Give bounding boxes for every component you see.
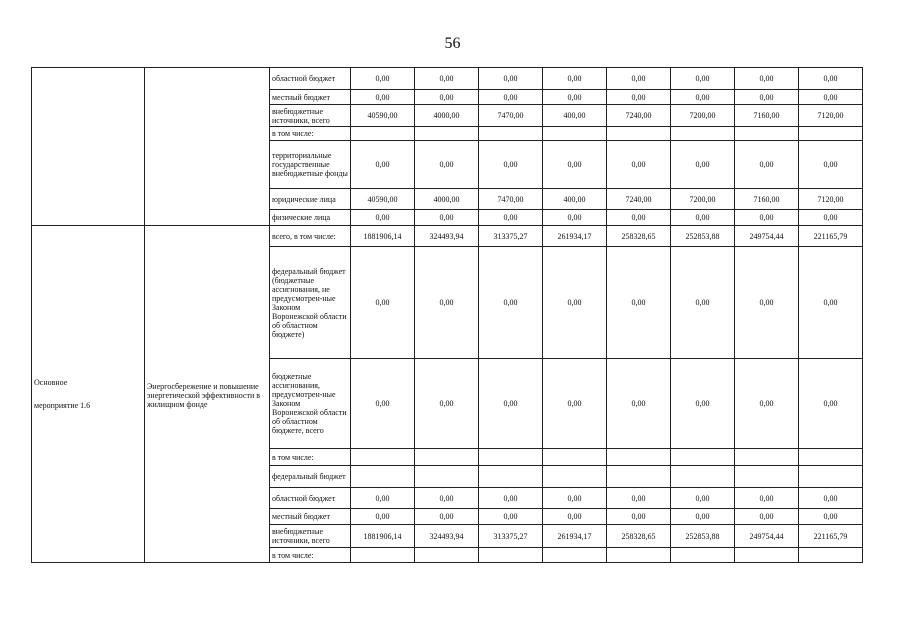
value-cell: 0,00: [351, 68, 415, 90]
budget-table: [31, 67, 863, 563]
value-cell: [543, 127, 607, 141]
value-cell: [415, 466, 479, 488]
value-cell: [671, 466, 735, 488]
value-cell: 7160,00: [735, 189, 799, 210]
value-cell: 0,00: [607, 247, 671, 359]
value-cell: [671, 548, 735, 563]
value-cell: 0,00: [543, 141, 607, 189]
value-cell: [671, 449, 735, 466]
value-cell: [735, 449, 799, 466]
value-cell: [351, 466, 415, 488]
funding-source-cell: в том числе:: [270, 548, 351, 563]
value-cell: [479, 466, 543, 488]
value-cell: 313375,27: [479, 226, 543, 247]
page-number: 56: [444, 35, 461, 52]
value-cell: 0,00: [607, 141, 671, 189]
value-cell: 221165,79: [799, 525, 863, 548]
value-cell: 0,00: [799, 68, 863, 90]
value-cell: 0,00: [735, 68, 799, 90]
value-cell: 0,00: [671, 141, 735, 189]
funding-source-cell: федеральный бюджет (бюджетные ассигнования, не предусмотрен-ные Законом Воронежской области об областном бюджете): [270, 247, 351, 359]
value-cell: 0,00: [735, 247, 799, 359]
description-cell-empty: [145, 68, 270, 226]
value-cell: 0,00: [415, 488, 479, 509]
value-cell: 0,00: [479, 359, 543, 449]
value-cell: [735, 548, 799, 563]
value-cell: 0,00: [351, 141, 415, 189]
value-cell: [543, 466, 607, 488]
value-cell: [671, 127, 735, 141]
value-cell: 400,00: [543, 105, 607, 127]
value-cell: 0,00: [543, 488, 607, 509]
value-cell: 0,00: [351, 210, 415, 226]
value-cell: 0,00: [415, 210, 479, 226]
value-cell: [735, 466, 799, 488]
value-cell: 0,00: [543, 247, 607, 359]
value-cell: [479, 548, 543, 563]
value-cell: 7240,00: [607, 189, 671, 210]
value-cell: 252853,88: [671, 525, 735, 548]
value-cell: 0,00: [479, 68, 543, 90]
value-cell: 258328,65: [607, 226, 671, 247]
value-cell: 0,00: [735, 488, 799, 509]
value-cell: [607, 548, 671, 563]
funding-source-cell: бюджетные ассигнования, предусмотрен-ные Законом Воронежской области об областном бюджете, всего: [270, 359, 351, 449]
value-cell: [607, 449, 671, 466]
funding-source-cell: областной бюджет: [270, 68, 351, 90]
value-cell: 0,00: [415, 68, 479, 90]
value-cell: 0,00: [415, 141, 479, 189]
value-cell: 261934,17: [543, 525, 607, 548]
value-cell: 0,00: [351, 247, 415, 359]
value-cell: 40590,00: [351, 105, 415, 127]
value-cell: 0,00: [671, 210, 735, 226]
table-row: [32, 68, 863, 90]
value-cell: 0,00: [671, 488, 735, 509]
funding-source-cell: федеральный бюджет: [270, 466, 351, 488]
value-cell: 0,00: [479, 488, 543, 509]
value-cell: [735, 127, 799, 141]
value-cell: 0,00: [799, 509, 863, 525]
value-cell: [479, 449, 543, 466]
funding-source-cell: местный бюджет: [270, 509, 351, 525]
value-cell: 1881906,14: [351, 525, 415, 548]
value-cell: 0,00: [415, 90, 479, 105]
funding-source-cell: территориальные государственные внебюджетные фонды: [270, 141, 351, 189]
measure-description: Энергосбережение и повышение энергетической эффективности в жилищном фонде: [147, 381, 261, 409]
value-cell: [543, 449, 607, 466]
value-cell: 0,00: [479, 210, 543, 226]
value-cell: 0,00: [607, 68, 671, 90]
value-cell: 4000,00: [415, 189, 479, 210]
value-cell: 7120,00: [799, 105, 863, 127]
value-cell: 7160,00: [735, 105, 799, 127]
value-cell: 7240,00: [607, 105, 671, 127]
funding-source-cell: областной бюджет: [270, 488, 351, 509]
value-cell: 0,00: [735, 90, 799, 105]
value-cell: 0,00: [479, 141, 543, 189]
value-cell: 0,00: [671, 247, 735, 359]
funding-source-cell: в том числе:: [270, 449, 351, 466]
value-cell: 0,00: [543, 210, 607, 226]
value-cell: 0,00: [735, 210, 799, 226]
value-cell: [543, 548, 607, 563]
value-cell: 324493,94: [415, 226, 479, 247]
funding-source-cell: юридические лица: [270, 189, 351, 210]
description-cell: [145, 226, 270, 563]
value-cell: [415, 449, 479, 466]
value-cell: 313375,27: [479, 525, 543, 548]
value-cell: 0,00: [671, 68, 735, 90]
value-cell: 261934,17: [543, 226, 607, 247]
value-cell: [351, 127, 415, 141]
value-cell: 0,00: [799, 90, 863, 105]
funding-source-cell: в том числе:: [270, 127, 351, 141]
value-cell: 0,00: [671, 90, 735, 105]
value-cell: 0,00: [607, 488, 671, 509]
value-cell: 0,00: [607, 90, 671, 105]
value-cell: 0,00: [799, 247, 863, 359]
value-cell: 0,00: [543, 90, 607, 105]
value-cell: 0,00: [415, 247, 479, 359]
value-cell: 0,00: [799, 488, 863, 509]
value-cell: [799, 466, 863, 488]
value-cell: 7200,00: [671, 189, 735, 210]
value-cell: 221165,79: [799, 226, 863, 247]
funding-source-cell: физические лица: [270, 210, 351, 226]
measure-name: мероприятие 1.6: [34, 401, 91, 410]
value-cell: [607, 127, 671, 141]
table-row: [32, 226, 863, 247]
funding-source-cell: внебюджетные источники, всего: [270, 525, 351, 548]
value-cell: 0,00: [671, 509, 735, 525]
value-cell: 0,00: [607, 210, 671, 226]
value-cell: 0,00: [479, 509, 543, 525]
value-cell: 7120,00: [799, 189, 863, 210]
value-cell: 0,00: [351, 359, 415, 449]
funding-source-cell: внебюджетные источники, всего: [270, 105, 351, 127]
value-cell: 0,00: [671, 359, 735, 449]
value-cell: 0,00: [543, 509, 607, 525]
value-cell: 0,00: [607, 359, 671, 449]
measure-label: Основное: [34, 378, 68, 387]
value-cell: [799, 127, 863, 141]
value-cell: 0,00: [415, 359, 479, 449]
value-cell: 0,00: [351, 488, 415, 509]
value-cell: [607, 466, 671, 488]
value-cell: 249754,44: [735, 226, 799, 247]
value-cell: 258328,65: [607, 525, 671, 548]
value-cell: [351, 449, 415, 466]
measure-cell-empty: [32, 68, 145, 226]
value-cell: [351, 548, 415, 563]
value-cell: 0,00: [415, 509, 479, 525]
value-cell: 252853,88: [671, 226, 735, 247]
value-cell: 0,00: [799, 210, 863, 226]
value-cell: 0,00: [607, 509, 671, 525]
value-cell: 249754,44: [735, 525, 799, 548]
value-cell: [415, 548, 479, 563]
value-cell: 7470,00: [479, 105, 543, 127]
value-cell: 0,00: [735, 359, 799, 449]
value-cell: 0,00: [543, 68, 607, 90]
value-cell: 0,00: [479, 247, 543, 359]
value-cell: [415, 127, 479, 141]
value-cell: 0,00: [735, 509, 799, 525]
measure-cell: [32, 226, 145, 563]
value-cell: 400,00: [543, 189, 607, 210]
funding-source-cell: всего, в том числе:: [270, 226, 351, 247]
value-cell: 0,00: [799, 141, 863, 189]
value-cell: [479, 127, 543, 141]
value-cell: 7200,00: [671, 105, 735, 127]
value-cell: 0,00: [735, 141, 799, 189]
value-cell: [799, 548, 863, 563]
value-cell: 0,00: [543, 359, 607, 449]
value-cell: 0,00: [479, 90, 543, 105]
value-cell: 4000,00: [415, 105, 479, 127]
value-cell: 0,00: [351, 90, 415, 105]
value-cell: 0,00: [351, 509, 415, 525]
value-cell: 324493,94: [415, 525, 479, 548]
funding-source-cell: местный бюджет: [270, 90, 351, 105]
value-cell: 0,00: [799, 359, 863, 449]
value-cell: 1881906,14: [351, 226, 415, 247]
value-cell: [799, 449, 863, 466]
value-cell: 7470,00: [479, 189, 543, 210]
value-cell: 40590,00: [351, 189, 415, 210]
